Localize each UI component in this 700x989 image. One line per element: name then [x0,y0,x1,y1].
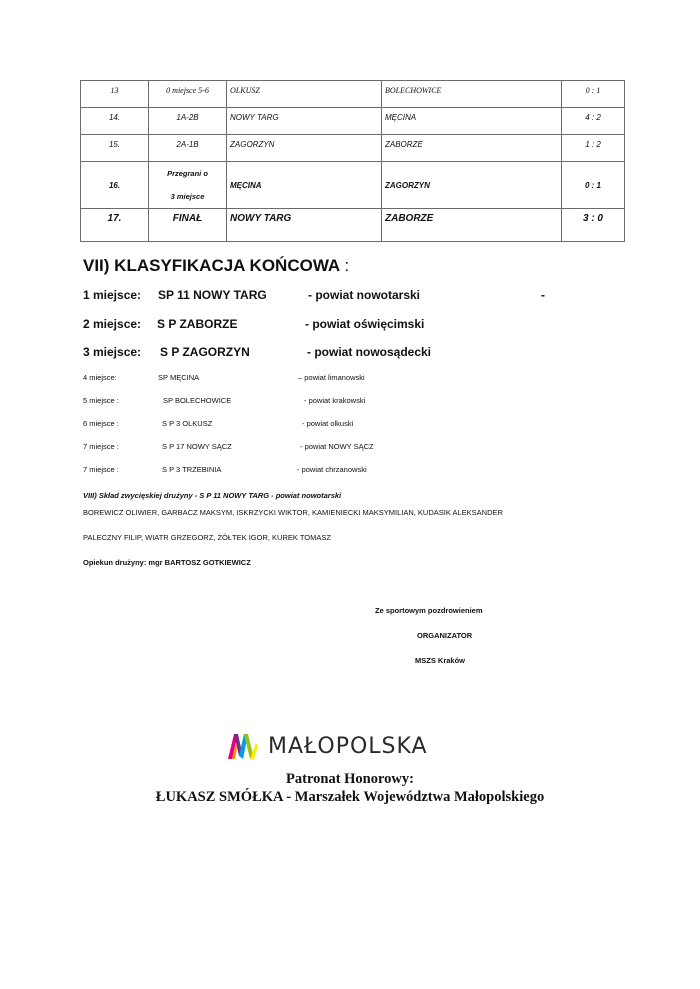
team-b: MĘCINA [382,108,562,135]
match-number: 14. [81,108,149,135]
match-score: 0 : 1 [562,162,625,209]
team-a: NOWY TARG [227,209,382,242]
classification-heading-text: VII) KLASYFIKACJA KOŃCOWA [83,256,340,275]
place-district: - powiat olkuski [302,419,354,428]
match-number: 13 [81,81,149,108]
place-district: - powiat NOWY SĄCZ [300,442,374,451]
place-school: SP 11 NOWY TARG [158,288,267,302]
team-b: ZAGORZYN [382,162,562,209]
match-stage [149,162,227,209]
roster-line: PALECZNY FILIP, WIATR GRZEGORZ, ŻÓŁTEK IGOR, KUREK TOMASZ [83,533,331,542]
patron-name: ŁUKASZ SMÓŁKA - Marszałek Województwa Małopolskiego [155,789,545,805]
table-row [81,162,625,209]
place-label: 1 miejsce: [83,288,142,302]
place-school: S P ZAGORZYN [160,345,250,359]
team-a: NOWY TARG [227,108,382,135]
table-row [81,81,625,108]
match-number: 16. [81,162,149,209]
place-label: 2 miejsce: [83,317,142,331]
signature-organization: MSZS Kraków [415,656,466,665]
place-label: 5 miejsce : [83,396,119,405]
team-a: ZAGORZYN [227,135,382,162]
place-school: S P 17 NOWY SĄCZ [162,442,232,451]
match-stage: FINAŁ [149,209,227,242]
table-row [81,209,625,242]
malopolska-logo [228,732,428,760]
place-district: - powiat nowotarski [308,288,421,302]
place-school: S P ZABORZE [157,317,238,331]
results-table [80,80,625,242]
classification-heading [83,256,349,276]
team-b: ZABORZE [382,135,562,162]
match-stage: 2A-1B [149,135,227,162]
signature-greeting: Ze sportowym pozdrowieniem [375,606,483,615]
classification-heading-colon: : [344,256,350,275]
place-school: SP MĘCINA [158,373,200,382]
match-stage: 1A-2B [149,108,227,135]
match-stage-line1: Przegrani o [167,169,208,178]
place-district: - powiat nowosądecki [307,345,432,359]
table-row [81,108,625,135]
place-label: 7 miejsce : [83,465,119,474]
place-label: 7 miejsce : [83,442,119,451]
place-label: 3 miejsce: [83,345,142,359]
match-score: 0 : 1 [562,81,625,108]
roster-line: BOREWICZ OLIWIER, GARBACZ MAKSYM, ISKRZYCKI WIKTOR, KAMIENIECKI MAKSYMILIAN, KUDASIK ALEKSANDER [83,508,503,517]
team-coach: Opiekun drużyny: mgr BARTOSZ GOTKIEWICZ [83,558,251,567]
place-school: S P 3 OLKUSZ [162,419,213,428]
place-trailing-dash: - [541,288,545,302]
patron-label: Patronat Honorowy: [286,771,414,787]
place-district: - powiat krakowski [304,396,366,405]
signature-role: ORGANIZATOR [417,631,473,640]
team-b: BOLECHOWICE [382,81,562,108]
match-score: 4 : 2 [562,108,625,135]
match-number: 15. [81,135,149,162]
logo-text: MAŁOPOLSKA [268,733,428,759]
match-score: 3 : 0 [562,209,625,242]
place-district: – powiat limanowski [298,373,365,382]
place-district: - powiat chrzanowski [297,465,367,474]
team-a: OLKUSZ [227,81,382,108]
place-school: S P 3 TRZEBINIA [162,465,222,474]
match-stage: 0 miejsce 5-6 [149,81,227,108]
match-score: 1 : 2 [562,135,625,162]
place-label: 6 miejsce : [83,419,119,428]
place-school: SP BOLECHOWICE [163,396,232,405]
match-number: 17. [81,209,149,242]
team-b: ZABORZE [382,209,562,242]
malopolska-m-icon [228,732,262,760]
place-label: 4 miejsce: [83,373,117,382]
place-district: - powiat oświęcimski [305,317,425,331]
match-stage-line2: 3 miejsce [170,192,205,201]
table-row [81,135,625,162]
winning-team-heading: VIII) Skład zwycięskiej drużyny - S P 11 NOWY TARG - powiat nowotarski [83,491,342,500]
team-a: MĘCINA [227,162,382,209]
